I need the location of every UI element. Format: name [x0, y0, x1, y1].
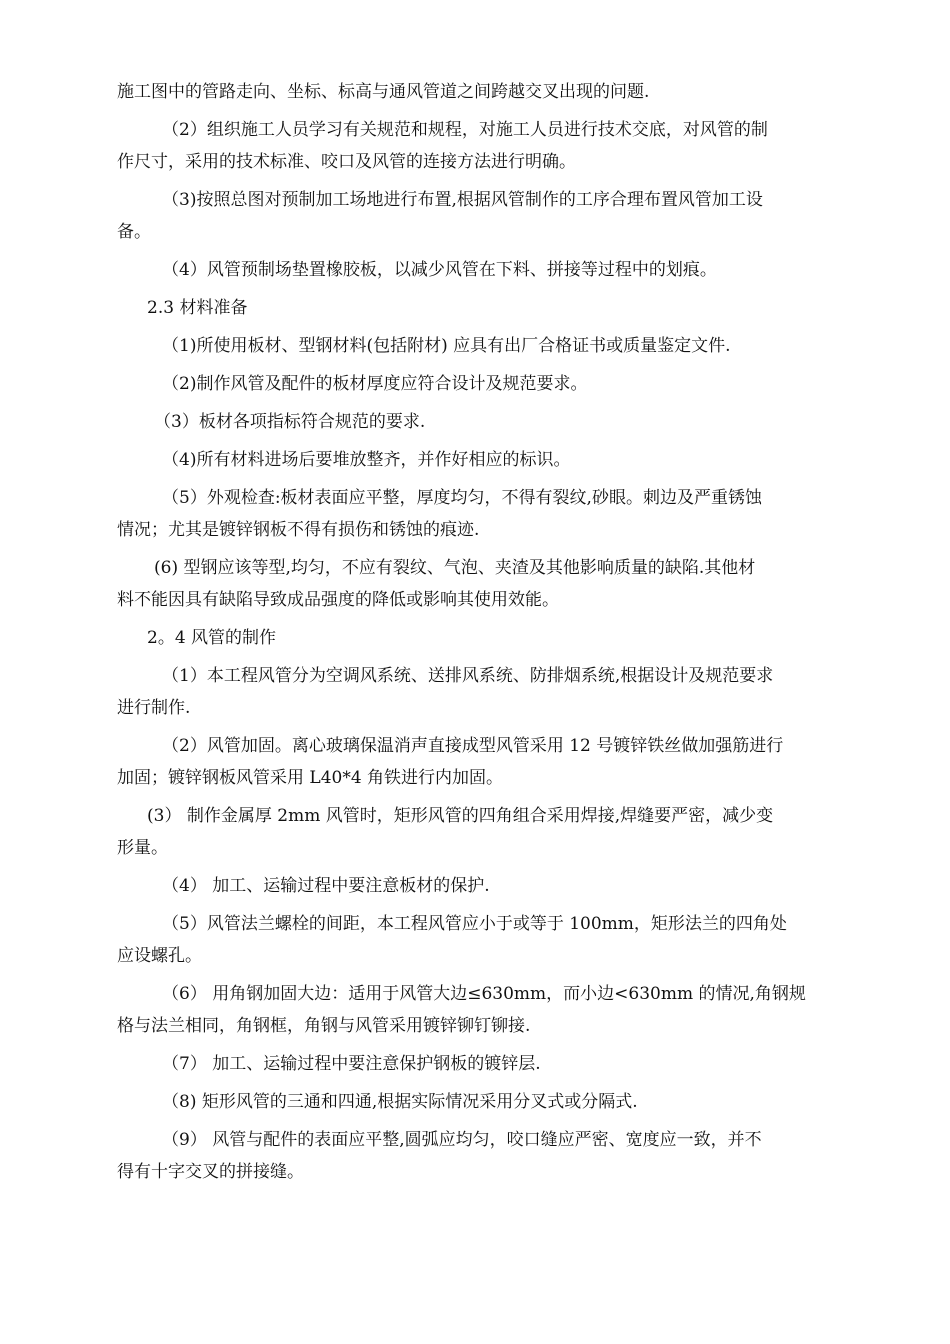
- paragraph: [117, 978, 837, 1042]
- paragraph: [117, 730, 837, 794]
- text-line: 加固；镀锌钢板风管采用 L40*4 角铁进行内加固。: [117, 768, 504, 788]
- text-line: （4）风管预制场垫置橡胶板，以减少风管在下料、拼接等过程中的划痕。: [162, 260, 717, 280]
- text-line: （6） 用角钢加固大边：适用于风管大边≤630mm，而小边<630mm 的情况,角钢规: [162, 984, 806, 1004]
- text-line: 2。4 风管的制作: [147, 628, 277, 648]
- text-line: （8) 矩形风管的三通和四通,根据实际情况采用分叉式或分隔式.: [162, 1092, 638, 1112]
- paragraph: [117, 114, 837, 178]
- paragraph: [117, 908, 837, 972]
- paragraph: [117, 184, 837, 248]
- text-line: （3)按照总图对预制加工场地进行布置,根据风管制作的工序合理布置风管加工设: [162, 190, 763, 210]
- text-line: 2.3 材料准备: [147, 298, 248, 318]
- text-line: （4)所有材料进场后要堆放整齐，并作好相应的标识。: [162, 450, 571, 470]
- paragraph: [117, 870, 837, 902]
- text-line: 情况；尤其是镀锌钢板不得有损伤和锈蚀的痕迹.: [117, 520, 480, 540]
- paragraph: [117, 406, 837, 438]
- text-line: (3） 制作金属厚 2mm 风管时，矩形风管的四角组合采用焊接,焊缝要严密，减少变: [147, 806, 774, 826]
- paragraph: [117, 368, 837, 400]
- text-line: （1）本工程风管分为空调风系统、送排风系统、防排烟系统,根据设计及规范要求: [162, 666, 774, 686]
- text-line: 形量。: [117, 838, 168, 858]
- text-line: （3）板材各项指标符合规范的要求.: [154, 412, 426, 432]
- text-line: （1)所使用板材、型钢材料(包括附材) 应具有出厂合格证书或质量鉴定文件.: [162, 336, 731, 356]
- text-line: （5）外观检查:板材表面应平整，厚度均匀，不得有裂纹,砂眼。刺边及严重锈蚀: [162, 488, 762, 508]
- text-line: 格与法兰相同，角钢框，角钢与风管采用镀锌铆钉铆接.: [117, 1016, 531, 1036]
- paragraph: [117, 622, 837, 654]
- text-line: 进行制作.: [117, 698, 191, 718]
- paragraph: [117, 76, 837, 108]
- paragraph: [117, 292, 837, 324]
- paragraph: [117, 254, 837, 286]
- paragraph: [117, 482, 837, 546]
- text-line: （5）风管法兰螺栓的间距，本工程风管应小于或等于 100mm，矩形法兰的四角处: [162, 914, 787, 934]
- text-line: （2)制作风管及配件的板材厚度应符合设计及规范要求。: [162, 374, 588, 394]
- text-line: （2）组织施工人员学习有关规范和规程，对施工人员进行技术交底，对风管的制: [162, 120, 768, 140]
- text-line: 施工图中的管路走向、坐标、标高与通风管道之间跨越交叉出现的问题.: [117, 82, 650, 102]
- text-line: （9） 风管与配件的表面应平整,圆弧应均匀，咬口缝应严密、宽度应一致，并不: [162, 1130, 762, 1150]
- text-line: （7） 加工、运输过程中要注意保护钢板的镀锌层.: [162, 1054, 541, 1074]
- paragraph: [117, 444, 837, 476]
- paragraph: [117, 552, 837, 616]
- text-line: 料不能因具有缺陷导致成品强度的降低或影响其使用效能。: [117, 590, 559, 610]
- paragraph: [117, 1048, 837, 1080]
- paragraph: [117, 1086, 837, 1118]
- document-page: [117, 76, 837, 1194]
- text-line: （4） 加工、运输过程中要注意板材的保护.: [162, 876, 490, 896]
- paragraph: [117, 1124, 837, 1188]
- text-line: 应设螺孔。: [117, 946, 202, 966]
- text-line: 得有十字交叉的拼接缝。: [117, 1162, 304, 1182]
- text-line: (6) 型钢应该等型,均匀，不应有裂纹、气泡、夹渣及其他影响质量的缺陷.其他材: [154, 558, 756, 578]
- text-line: 备。: [117, 222, 151, 242]
- text-line: （2）风管加固。离心玻璃保温消声直接成型风管采用 12 号镀锌铁丝做加强筋进行: [162, 736, 784, 756]
- text-line: 作尺寸，采用的技术标准、咬口及风管的连接方法进行明确。: [117, 152, 576, 172]
- paragraph: [117, 800, 837, 864]
- paragraph-gap: [117, 1188, 837, 1194]
- paragraph: [117, 330, 837, 362]
- paragraph: [117, 660, 837, 724]
